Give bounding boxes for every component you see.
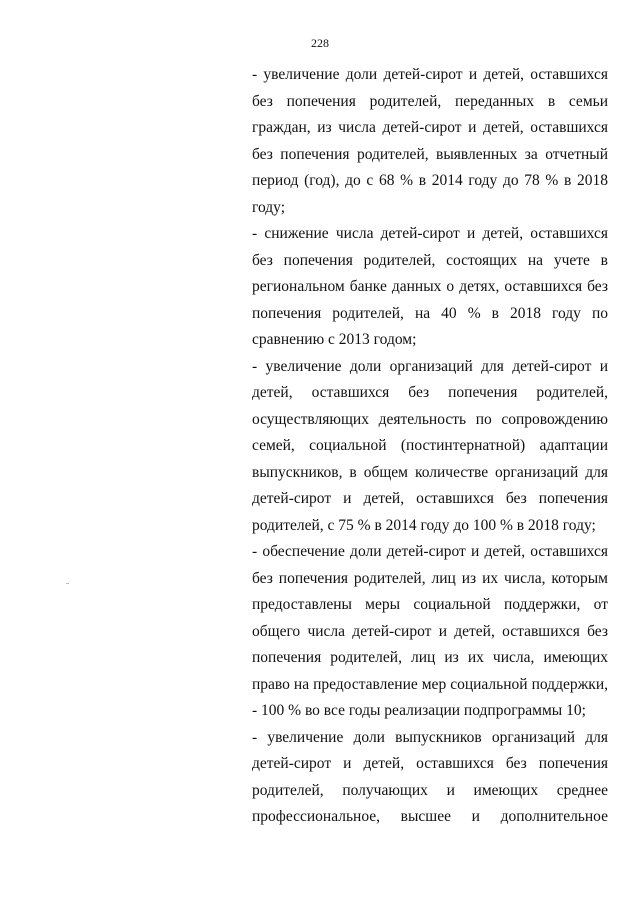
margin-mark (66, 583, 69, 584)
paragraph-graduates-education: - увеличение доли выпускников организаций для детей-сирот и детей, оставшихся без попечения родителей, получающих и имеющих среднее профессиональное, высшее и дополнительное (252, 728, 608, 825)
page-number: 228 (311, 36, 329, 50)
paragraph-regional-databank: - снижение числа детей-сирот и детей, оставшихся без попечения родителей, состоящих на учете в региональном банке данных о детях, оставшихся без попечения родителей, на 40 % в 2018 году по сравнению с 2013 годом; (252, 225, 608, 348)
paragraph-social-support: - обеспечение доли детей-сирот и детей, оставшихся без попечения родителей, лиц из их числа, которым предоставлены меры социальной поддержки, от общего числа детей-сирот и детей, оставшихся без попечения родителей, лиц из их числа, имеющих право на предоставление мер социальной поддержки, - 100 % во все годы реализации подпрограммы 10; (252, 543, 608, 719)
document-body (252, 62, 608, 831)
paragraph-family-placement: - увеличение доли детей-сирот и детей, оставшихся без попечения родителей, переданных в семьи граждан, из числа детей-сирот и детей, оставшихся без попечения родителей, выявленных за отчетный период (год), до с 68 % в 2014 году до 78 % в 2018 году; (252, 66, 608, 216)
paragraph-support-organizations: - увеличение доли организаций для детей-сирот и детей, оставшихся без попечения родителей, осуществляющих деятельность по сопровождению семей, социальной (постинтернатной) адаптации выпускников, в общем количестве организаций для детей-сирот и детей, оставшихся без попечения родителей, с 75 % в 2014 году до 100 % в 2018 году; (252, 357, 608, 534)
